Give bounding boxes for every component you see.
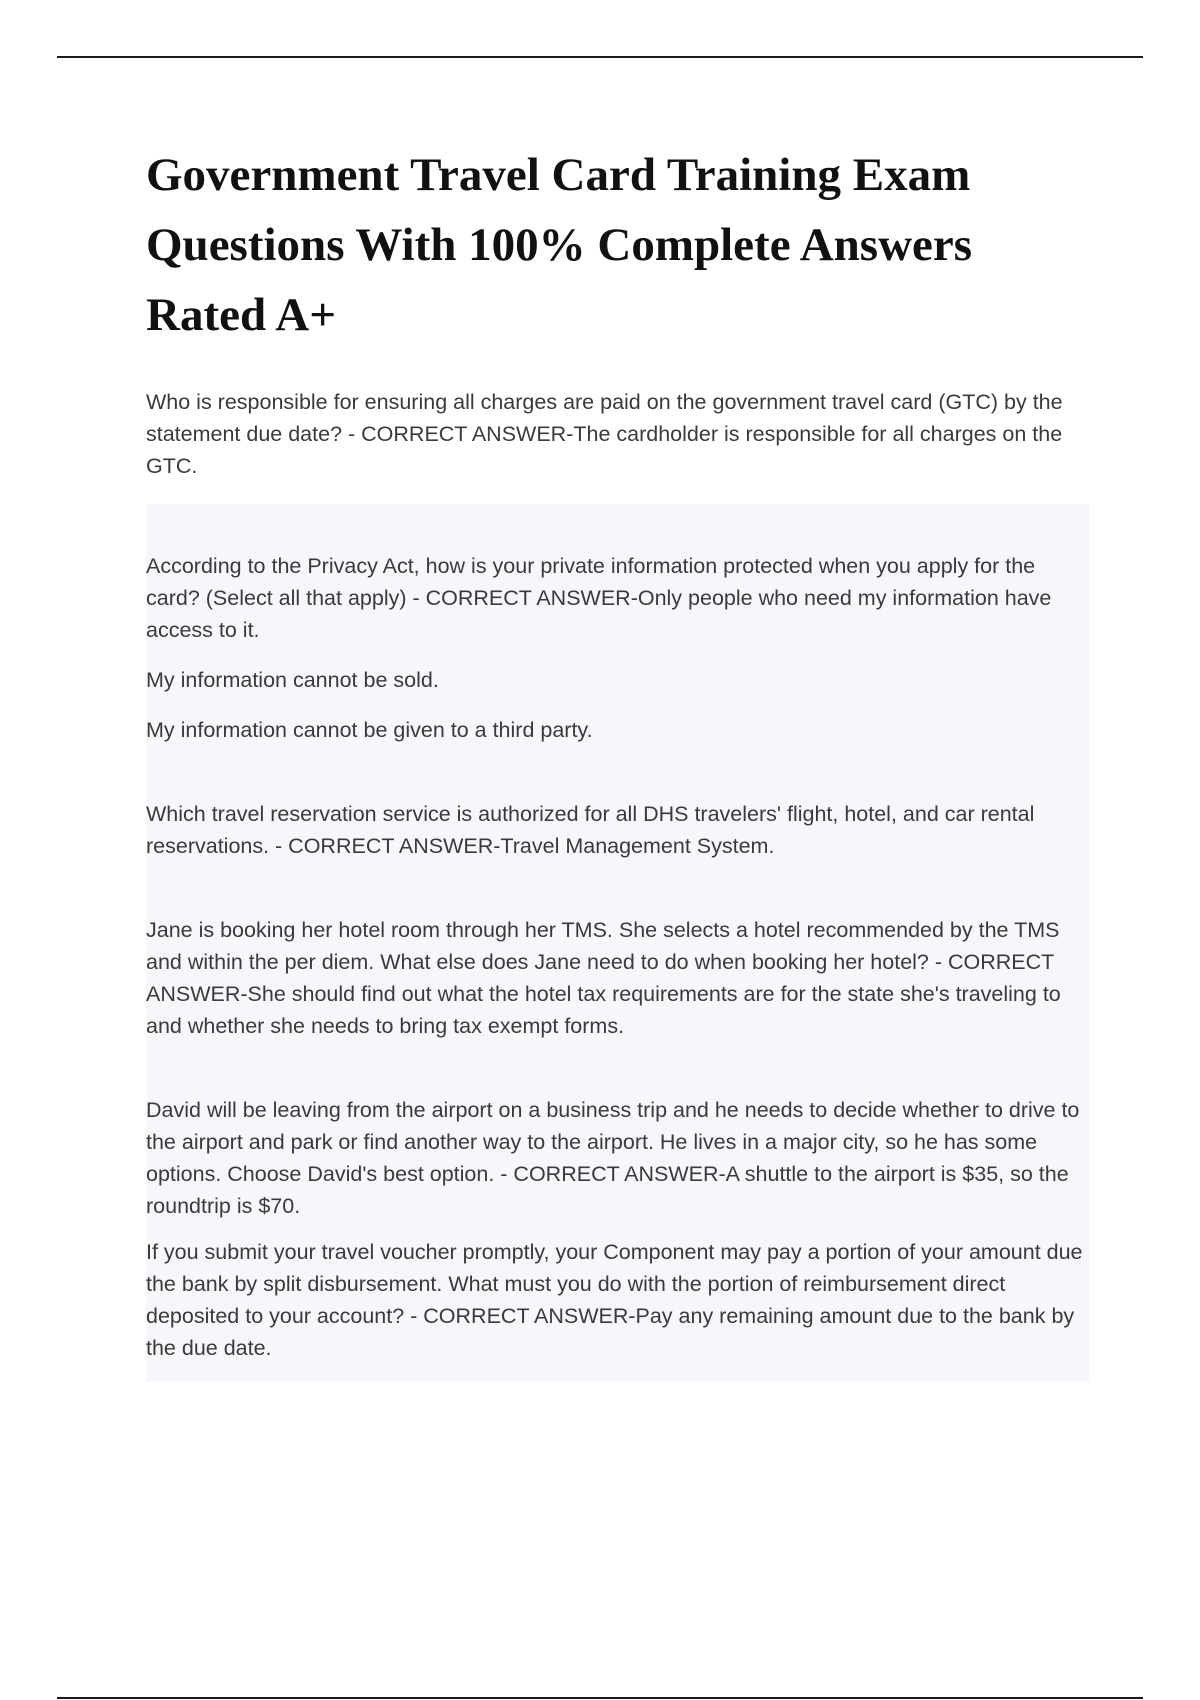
question-paragraph: Jane is booking her hotel room through her TMS. She selects a hotel recommended by the TMS and within the per diem. What else does Jane need to do when booking her hotel? - CORRECT ANSWER-She should find out what the hotel tax requirements are for the state she's traveling to and whether she needs to bring tax exempt forms. — [146, 918, 1061, 1038]
footer-rule — [57, 1697, 1143, 1699]
question-paragraph: If you submit your travel voucher promptly, your Component may pay a portion of your amount due the bank by split disbursement. What must you do with the portion of reimbursement direct deposited to your account? - CORRECT ANSWER-Pay any remaining amount due to the bank by the due date. — [146, 1240, 1083, 1360]
header-rule — [57, 56, 1143, 58]
answer-line: My information cannot be sold. — [146, 668, 439, 692]
question-paragraph: According to the Privacy Act, how is your private information protected when you apply for the card? (Select all that apply) - CORRECT ANSWER-Only people who need my information have access to it. — [146, 554, 1052, 642]
answer-line: My information cannot be given to a third party. — [146, 718, 593, 742]
document-title: Government Travel Card Training Exam Questions With 100% Complete Answers Rated A+ — [146, 149, 973, 341]
question-paragraph: Which travel reservation service is authorized for all DHS travelers' flight, hotel, and car rental reservations. - CORRECT ANSWER-Travel Management System. — [146, 802, 1035, 858]
question-paragraph: Who is responsible for ensuring all charges are paid on the government travel card (GTC) by the statement due date? - CORRECT ANSWER-The cardholder is responsible for all charges on the GTC. — [146, 390, 1063, 478]
document-page — [146, 140, 1089, 1382]
question-paragraph: David will be leaving from the airport on a business trip and he needs to decide whether to drive to the airport and park or find another way to the airport. He lives in a major city, so he has some options. Choose David's best option. - CORRECT ANSWER-A shuttle to the airport is $35, so the roundtrip is $70. — [146, 1098, 1080, 1218]
shaded-section — [146, 504, 1089, 1382]
